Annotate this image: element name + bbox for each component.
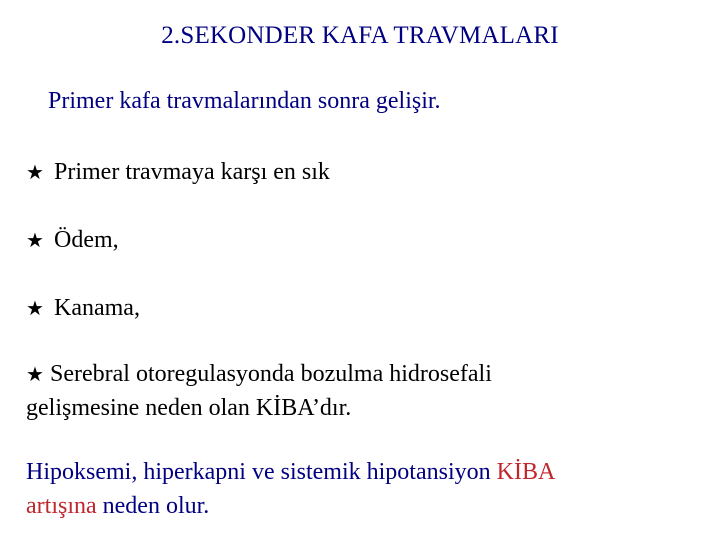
closing-text: Hipoksemi, hiperkapni ve sistemik hipotansiyon [26,459,497,485]
bullet-item [26,291,140,325]
star-icon: ★ [26,296,44,320]
bullet-text: Kanama, [54,295,140,321]
closing-highlight-kiba: KİBA [496,459,556,485]
star-icon: ★ [26,228,44,252]
closing-line-2 [26,489,209,523]
bullet-item [26,223,119,257]
star-icon: ★ [26,160,44,184]
bullet-item [26,155,330,189]
closing-highlight-artisina: artışına [26,493,97,519]
bullet-text: Ödem, [54,227,119,253]
slide-title: 2.SEKONDER KAFA TRAVMALARI [161,22,559,49]
closing-text: neden olur. [96,493,210,519]
intro-text: Primer kafa travmalarından sonra gelişir. [48,88,441,114]
bullet-text-continuation: gelişmesine neden olan KİBA’dır. [26,395,352,421]
closing-line-1 [26,455,555,489]
bullet-item-long [26,357,492,391]
star-icon: ★ [26,362,44,386]
bullet-text: Primer travmaya karşı en sık [54,159,330,185]
bullet-text: Serebral otoregulasyonda bozulma hidrosefali [50,361,492,387]
